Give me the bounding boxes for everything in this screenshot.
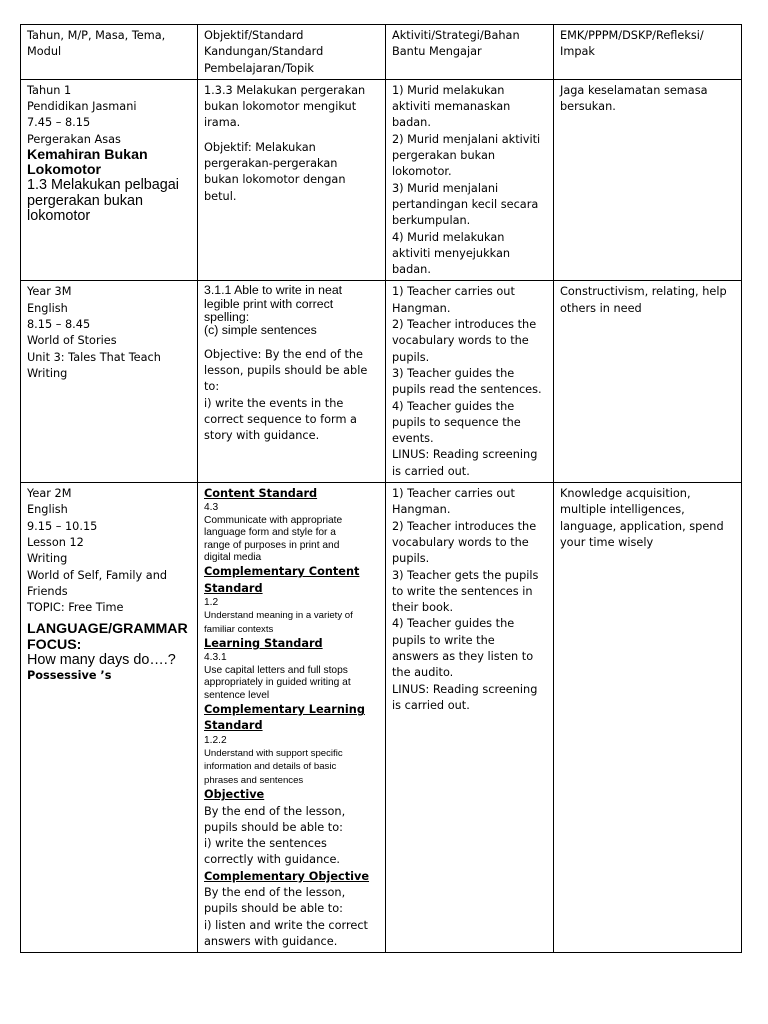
learning-standard-text: appropriately in guided writing at xyxy=(204,677,351,689)
row3-activities xyxy=(386,483,554,953)
row3-activity: the audito. xyxy=(392,666,454,680)
row3-activity: 4) Teacher guides the xyxy=(392,617,515,631)
complementary-learning-standard-code: 1.2.2 xyxy=(204,734,227,746)
row3-activity: their book. xyxy=(392,601,454,615)
complementary-objective-text: pupils should be able to: xyxy=(204,902,343,916)
row3-activity: pupils to write the xyxy=(392,633,495,647)
content-standard-text: language form and style for a xyxy=(204,527,336,539)
row3-reflection-line: your time wisely xyxy=(560,535,654,549)
row3-line: 9.15 – 10.15 xyxy=(27,519,98,533)
row2-activity: events. xyxy=(392,432,434,446)
row1-activity: 1) Murid melakukan xyxy=(392,83,505,97)
lesson-row-year-3m xyxy=(21,281,742,483)
row2-standard: (c) simple sentences xyxy=(204,323,317,338)
complementary-objective-text: i) listen and write the correct xyxy=(204,918,368,932)
row2-activity: 4) Teacher guides the xyxy=(392,399,515,413)
row1-activity: lokomotor. xyxy=(392,165,452,179)
complementary-content-standard-text: familiar contexts xyxy=(204,623,274,635)
row1-activities xyxy=(386,79,554,281)
row1-activity: pertandingan kecil secara xyxy=(392,197,539,211)
learning-standard-text: sentence level xyxy=(204,689,270,701)
row1-objective-text: betul. xyxy=(204,189,237,203)
row2-objective-text: correct sequence to form a xyxy=(204,412,357,426)
row1-objective-text: bukan lokomotor dengan xyxy=(204,173,346,187)
row2-objective-text: Objective: By the end of the xyxy=(204,347,364,361)
objective-text: By the end of the lesson, xyxy=(204,804,346,818)
row2-activity: 3) Teacher guides the xyxy=(392,366,515,380)
learning-standard-text: Use capital letters and full stops xyxy=(204,664,348,676)
row3-activity: 1) Teacher carries out xyxy=(392,487,515,501)
row3-line: Year 2M xyxy=(27,487,72,501)
row1-activity: aktiviti menyejukkan xyxy=(392,246,511,260)
row1-activity: badan. xyxy=(392,116,431,130)
row1-heading: Kemahiran Bukan xyxy=(27,147,148,164)
row1-line: Tahun 1 xyxy=(27,83,72,97)
header-line: EMK/PPPM/DSKP/Refleksi/ xyxy=(560,29,704,42)
row3-year-subject xyxy=(21,483,198,953)
content-standard-text: digital media xyxy=(204,551,262,563)
complementary-content-standard-code: 1.2 xyxy=(204,596,219,608)
row2-activity: 1) Teacher carries out xyxy=(392,285,515,299)
row2-line: 8.15 – 8.45 xyxy=(27,318,91,332)
row2-activity: pupils. xyxy=(392,350,430,364)
row1-activity: pergerakan bukan xyxy=(392,149,496,163)
row3-activity: vocabulary words to the xyxy=(392,535,529,549)
objective-text: pupils should be able to: xyxy=(204,820,343,834)
row3-focus-heading: LANGUAGE/GRAMMAR xyxy=(27,621,188,638)
complementary-content-standard-title: Standard xyxy=(204,581,263,595)
row1-activity: aktiviti memanaskan xyxy=(392,100,511,114)
row3-line: English xyxy=(27,503,68,517)
complementary-learning-standard-title: Standard xyxy=(204,719,263,733)
row3-reflection-line: language, application, spend xyxy=(560,519,724,533)
learning-standard-title: Learning Standard xyxy=(204,637,323,651)
row1-objective xyxy=(198,79,386,281)
content-standard-code: 4.3 xyxy=(204,502,219,514)
header-reflection xyxy=(554,25,742,80)
row2-year-subject xyxy=(21,281,198,483)
row3-activity: to write the sentences in xyxy=(392,584,533,598)
header-year-subject xyxy=(21,25,198,80)
row1-reflection-line: Jaga keselamatan semasa xyxy=(560,83,708,97)
row1-topic: 1.3 Melakukan pelbagai xyxy=(27,177,180,194)
row1-standard: 1.3.3 Melakukan pergerakan xyxy=(204,83,366,97)
row3-activity: answers as they listen to xyxy=(392,649,534,663)
complementary-learning-standard-title: Complementary Learning xyxy=(204,703,365,717)
complementary-content-standard-title: Complementary Content xyxy=(204,565,360,579)
row3-activity: pupils. xyxy=(392,552,430,566)
row1-activity: 2) Murid menjalani aktiviti xyxy=(392,132,541,146)
row1-topic: lokomotor xyxy=(27,208,91,225)
row1-year-subject xyxy=(21,79,198,281)
row2-objective xyxy=(198,281,386,483)
row2-objective-text: lesson, pupils should be able xyxy=(204,363,368,377)
row1-heading: Lokomotor xyxy=(27,162,102,179)
objective-text: i) write the sentences xyxy=(204,837,327,851)
row3-objective xyxy=(198,483,386,953)
row2-objective-text: i) write the events in the xyxy=(204,396,344,410)
row1-objective-text: Objektif: Melakukan xyxy=(204,140,316,154)
complementary-learning-standard-text: information and details of basic xyxy=(204,761,337,773)
row2-standard: legible print with correct xyxy=(204,296,334,311)
complementary-objective-text: By the end of the lesson, xyxy=(204,886,346,900)
row2-activities xyxy=(386,281,554,483)
row3-focus-possessive: Possessive ’s xyxy=(27,669,112,683)
row2-line: Year 3M xyxy=(27,285,72,299)
row2-line: English xyxy=(27,301,68,315)
row2-line: World of Stories xyxy=(27,334,117,348)
row1-line: Pendidikan Jasmani xyxy=(27,100,137,114)
row2-standard: 3.1.1 Able to write in neat xyxy=(204,283,343,298)
complementary-learning-standard-text: Understand with support specific xyxy=(204,748,343,760)
header-row xyxy=(21,25,742,80)
row3-activity: LINUS: Reading screening xyxy=(392,682,538,696)
row3-reflection xyxy=(554,483,742,953)
row2-activity: is carried out. xyxy=(392,464,470,478)
row3-focus-question: How many days do….? xyxy=(27,651,176,668)
row1-objective-text: pergerakan-pergerakan xyxy=(204,157,338,171)
row3-activity: Hangman. xyxy=(392,503,451,517)
row2-activity: 2) Teacher introduces the xyxy=(392,318,537,332)
header-objective xyxy=(198,25,386,80)
row3-line: Lesson 12 xyxy=(27,535,84,549)
row3-line: TOPIC: Free Time xyxy=(27,601,124,615)
lesson-row-tahun-1 xyxy=(21,79,742,281)
row1-standard: bukan lokomotor mengikut xyxy=(204,100,357,114)
complementary-objective-text: answers with guidance. xyxy=(204,934,338,948)
row3-focus-heading: FOCUS: xyxy=(27,636,82,653)
row2-activity: vocabulary words to the xyxy=(392,334,529,348)
row1-reflection-line: bersukan. xyxy=(560,100,616,114)
objective-text: correctly with guidance. xyxy=(204,853,341,867)
row2-activity: Hangman. xyxy=(392,301,451,315)
content-standard-text: Communicate with appropriate xyxy=(204,514,343,526)
header-activities xyxy=(386,25,554,80)
row1-reflection xyxy=(554,79,742,281)
row3-reflection-line: Knowledge acquisition, xyxy=(560,487,691,501)
complementary-objective-title: Complementary Objective xyxy=(204,869,370,883)
row2-line: Unit 3: Tales That Teach xyxy=(27,350,161,364)
row3-reflection-line: multiple intelligences, xyxy=(560,503,685,517)
row1-activity: 4) Murid melakukan xyxy=(392,230,505,244)
row1-line: Pergerakan Asas xyxy=(27,132,121,146)
row2-activity: pupils read the sentences. xyxy=(392,383,542,397)
row3-line: Friends xyxy=(27,584,68,598)
learning-standard-code: 4.3.1 xyxy=(204,652,227,664)
row2-line: Writing xyxy=(27,366,68,380)
row1-activity: 3) Murid menjalani xyxy=(392,181,499,195)
header-line: Kandungan/Standard xyxy=(204,45,324,59)
header-line: Impak xyxy=(560,45,595,59)
row2-activity: pupils to sequence the xyxy=(392,415,521,429)
header-line: Aktiviti/Strategi/Bahan xyxy=(392,29,520,42)
row1-topic: pergerakan bukan xyxy=(27,192,144,209)
row2-objective-text: to: xyxy=(204,380,220,394)
header-line: Bantu Mengajar xyxy=(392,45,482,59)
row2-reflection xyxy=(554,281,742,483)
header-line: Tahun, M/P, Masa, Tema, xyxy=(27,29,166,42)
row1-activity: berkumpulan. xyxy=(392,214,471,228)
header-line: Objektif/Standard xyxy=(204,29,304,42)
row1-standard: irama. xyxy=(204,116,241,130)
complementary-content-standard-text: Understand meaning in a variety of xyxy=(204,610,353,622)
content-standard-title: Content Standard xyxy=(204,487,318,501)
row2-standard: spelling: xyxy=(204,310,250,325)
row3-activity: 3) Teacher gets the pupils xyxy=(392,568,539,582)
objective-title: Objective xyxy=(204,788,265,802)
row1-activity: badan. xyxy=(392,263,431,277)
row2-reflection-line: others in need xyxy=(560,301,642,315)
complementary-learning-standard-text: phrases and sentences xyxy=(204,774,304,786)
lesson-row-year-2m xyxy=(21,483,742,953)
row3-line: World of Self, Family and xyxy=(27,568,168,582)
row3-activity: 2) Teacher introduces the xyxy=(392,519,537,533)
lesson-plan-table xyxy=(20,24,742,953)
header-line: Modul xyxy=(27,45,62,59)
row2-activity: LINUS: Reading screening xyxy=(392,448,538,462)
row2-objective-text: story with guidance. xyxy=(204,429,320,443)
header-line: Pembelajaran/Topik xyxy=(204,61,314,75)
row1-line: 7.45 – 8.15 xyxy=(27,116,91,130)
row3-activity: is carried out. xyxy=(392,698,470,712)
content-standard-text: range of purposes in print and xyxy=(204,539,340,551)
row2-reflection-line: Constructivism, relating, help xyxy=(560,285,727,299)
row3-line: Writing xyxy=(27,552,68,566)
